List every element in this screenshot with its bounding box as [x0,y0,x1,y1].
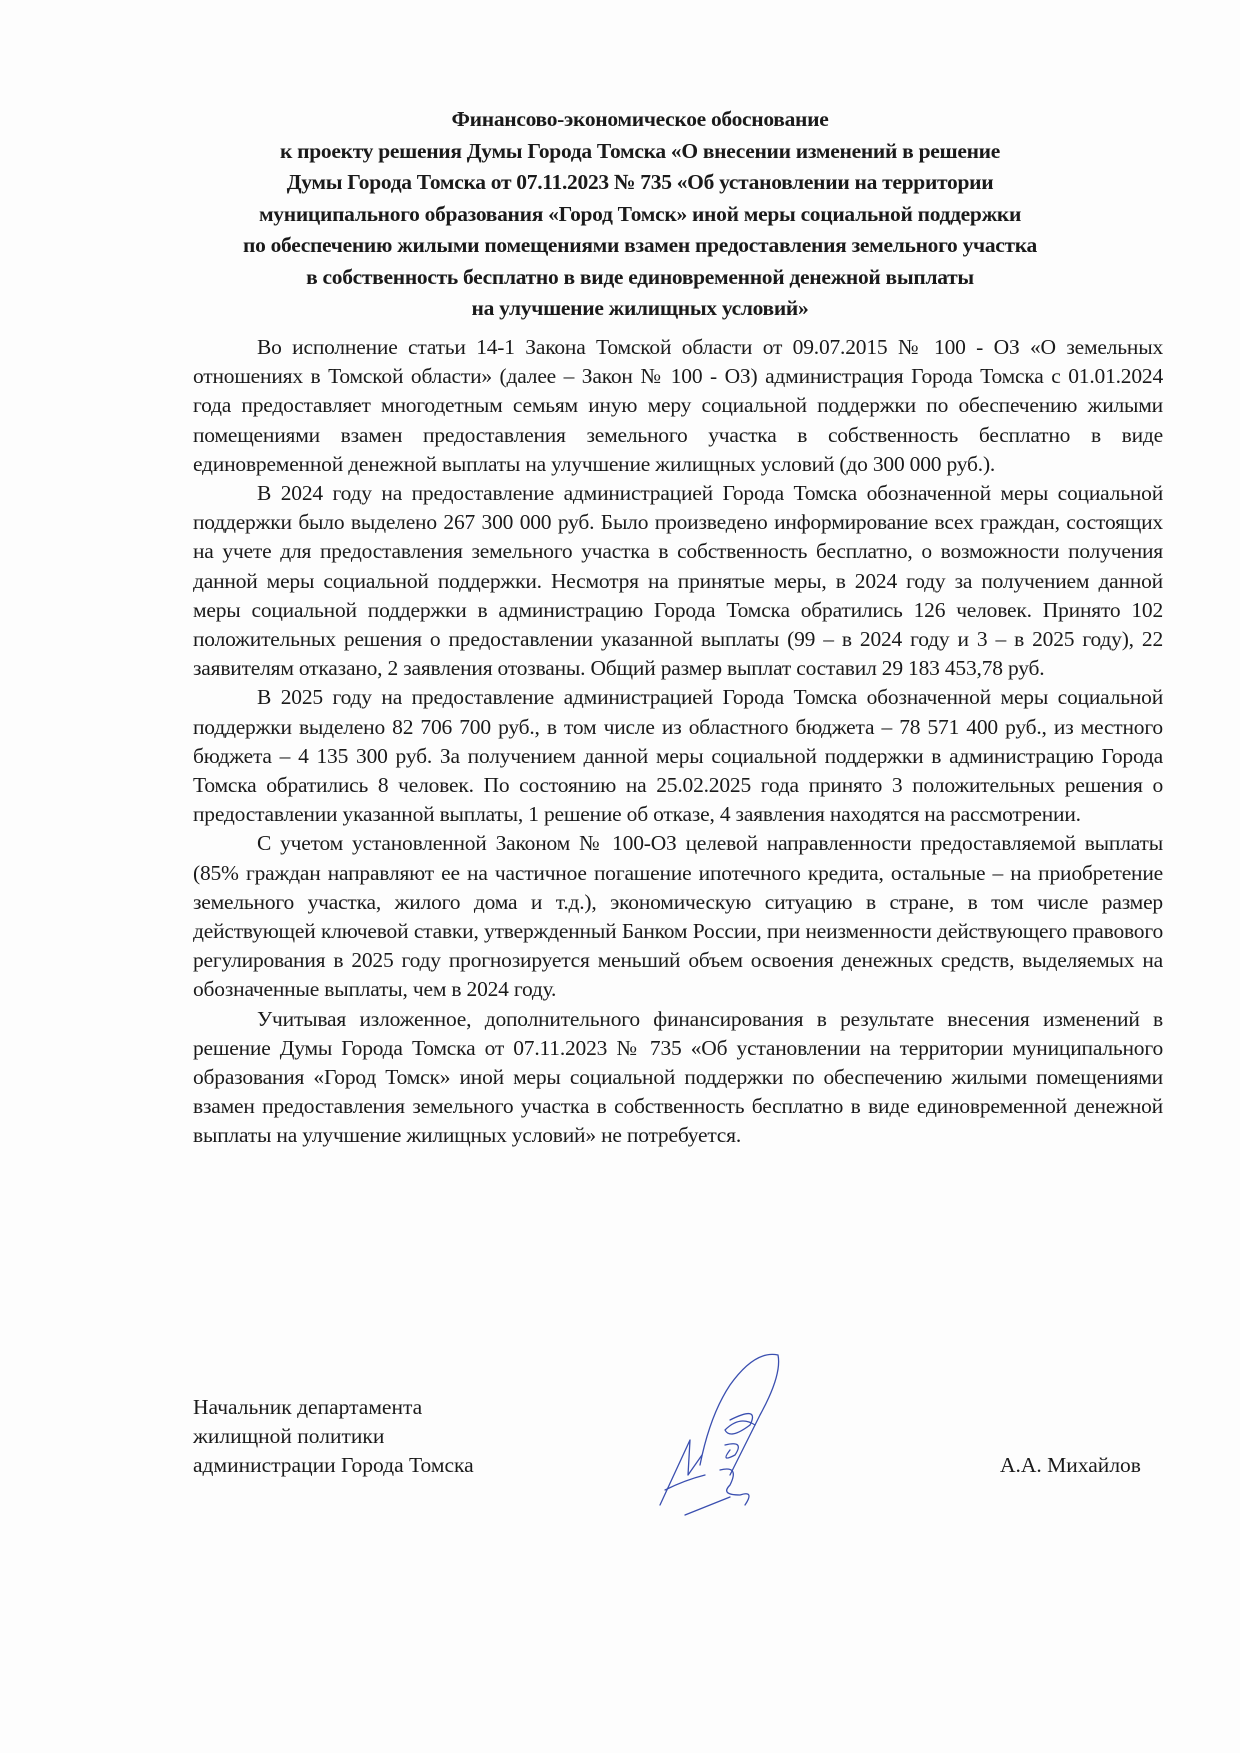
title-line: Финансово-экономическое обоснование [451,107,829,131]
document-body [193,333,1163,1151]
title-line: Думы Города Томска от 07.11.2023 № 735 «Об установлении на территории [286,170,994,194]
position-line: администрации Города Томска [193,1453,474,1477]
position-line: Начальник департамента [193,1395,423,1419]
title-line: на улучшение жилищных условий» [471,296,809,320]
signatory-position [193,1393,474,1480]
title-line: муниципального образования «Город Томск» иной меры социальной поддержки [258,201,1022,226]
paragraph-forecast: С учетом установленной Законом № 100-ОЗ целевой направленности предоставляемой выплаты (85% граждан направляют ее на частичное погашение ипотечного кредита, остальные – на приобретение земельного участка, жилого дома и т.д.), экономическую ситуацию в стране, в том числе размер действующей ключевой ставки, утвержденный Банком России, при неизменности действующего правового регулирования в 2025 году прогнозируется меньший объем освоения денежных средств, выделяемых на обозначенные выплаты, чем в 2024 году. [193,831,1163,1002]
paragraph-legal-basis: Во исполнение статьи 14-1 Закона Томской области от 09.07.2015 № 100 - ОЗ «О земельных отношениях в Томской области» (далее – Закон № 100 - ОЗ) администрация Города Томска с 01.01.2024 года предоставляет многодетным семьям иную меру социальной поддержки по обеспечению жилыми помещениями взамен предоставления земельного участка в собственность бесплатно в виде единовременной денежной выплаты на улучшение жилищных условий (до 300 000 руб.). [193,335,1163,476]
title-line: по обеспечению жилыми помещениями взамен предоставления земельного участка [242,233,1038,257]
paragraph-2024-funding: В 2024 году на предоставление администрацией Города Томска обозначенной меры социальной поддержки было выделено 267 300 000 руб. Было произведено информирование всех граждан, состоящих на учете для предоставления земельного участка в собственность бесплатно, о возможности получения данной меры социальной поддержки. Несмотря на принятые меры, в 2024 году за получением данной меры социальной поддержки в администрацию Города Томска обратились 126 человек. Принято 102 положительных решения о предоставлении указанной выплаты (99 – в 2024 году и 3 – в 2025 году), 22 заявителям отказано, 2 заявления отозваны. Общий размер выплат составил 29 183 453,78 руб. [193,481,1163,681]
paragraph-conclusion: Учитывая изложенное, дополнительного финансирования в результате внесения изменений в решение Думы Города Томска от 07.11.2023 № 735 «Об установлении на территории муниципального образования «Город Томск» иной меры социальной поддержки по обеспечению жилыми помещениями взамен предоставления земельного участка в собственность бесплатно в виде единовременной денежной выплаты на улучшение жилищных условий» не потребуется. [193,1006,1163,1148]
paragraph-2025-funding: В 2025 году на предоставление администрацией Города Томска обозначенной меры социальной поддержки выделено 82 706 700 руб., в том числе из областного бюджета – 78 571 400 руб., из местного бюджета – 4 135 300 руб. За получением данной меры социальной поддержки в администрацию Города Томска обратились 8 человек. По состоянию на 25.02.2025 года принято 3 положительных решения о предоставлении указанной выплаты, 1 решение об отказе, 4 заявления находятся на рассмотрении. [193,685,1163,827]
signatory-name: А.А. Михайлов [1000,1453,1141,1477]
title-line: к проекту решения Думы Города Томска «О внесении изменений в решение [280,138,1000,163]
handwritten-signature [630,1345,780,1520]
document-title [190,104,1090,325]
title-line: в собственность бесплатно в виде единовременной денежной выплаты [306,264,974,289]
position-line: жилищной политики [193,1424,385,1448]
